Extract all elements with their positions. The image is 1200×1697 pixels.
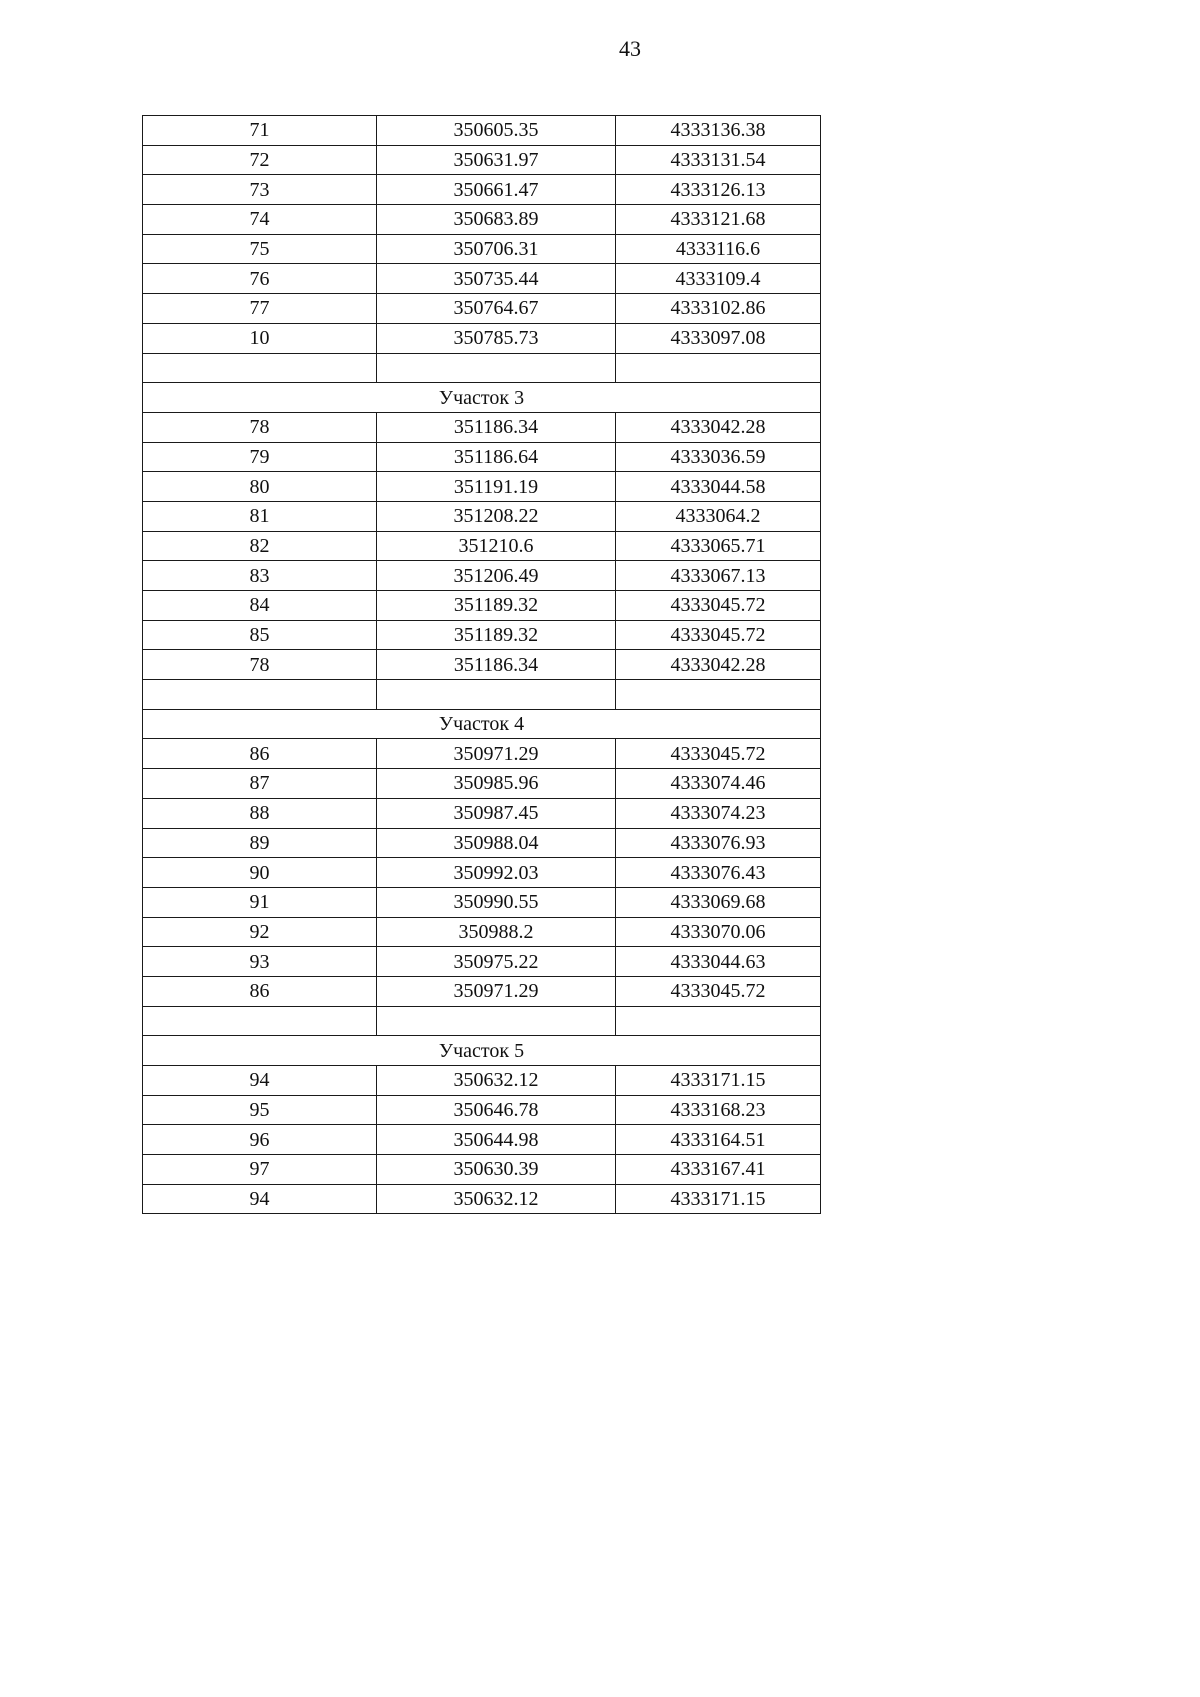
point-number-cell: 86 [143, 739, 377, 769]
x-coordinate-cell: 350990.55 [377, 887, 616, 917]
coordinates-table [142, 115, 821, 1214]
point-number-cell: 92 [143, 917, 377, 947]
x-coordinate-cell: 350988.04 [377, 828, 616, 858]
y-coordinate-cell: 4333042.28 [616, 412, 821, 442]
point-number-cell: 97 [143, 1155, 377, 1185]
point-number-cell: 93 [143, 947, 377, 977]
x-coordinate-cell: 350985.96 [377, 769, 616, 799]
section-header-row [143, 383, 821, 413]
point-number-cell: 73 [143, 175, 377, 205]
table-row [143, 442, 821, 472]
x-coordinate-cell: 350975.22 [377, 947, 616, 977]
y-coordinate-cell: 4333044.63 [616, 947, 821, 977]
point-number-cell: 75 [143, 234, 377, 264]
x-coordinate-cell: 350706.31 [377, 234, 616, 264]
table-row [143, 472, 821, 502]
x-coordinate-cell: 351206.49 [377, 561, 616, 591]
y-coordinate-cell: 4333069.68 [616, 887, 821, 917]
point-number-cell: 81 [143, 501, 377, 531]
x-coordinate-cell: 351186.34 [377, 412, 616, 442]
y-coordinate-cell: 4333045.72 [616, 739, 821, 769]
point-number-cell: 94 [143, 1066, 377, 1096]
y-coordinate-cell: 4333168.23 [616, 1095, 821, 1125]
x-coordinate-cell: 350661.47 [377, 175, 616, 205]
x-coordinate-cell: 350988.2 [377, 917, 616, 947]
point-number-cell: 83 [143, 561, 377, 591]
table-row [143, 650, 821, 680]
x-coordinate-cell: 350764.67 [377, 294, 616, 324]
point-number-cell: 82 [143, 531, 377, 561]
table-row [143, 1184, 821, 1214]
y-coordinate-cell: 4333167.41 [616, 1155, 821, 1185]
x-coordinate-cell: 351189.32 [377, 591, 616, 621]
empty-row [143, 353, 821, 383]
point-number-cell: 76 [143, 264, 377, 294]
point-number-cell: 72 [143, 145, 377, 175]
y-coordinate-cell: 4333116.6 [616, 234, 821, 264]
section-header-row [143, 709, 821, 739]
y-coordinate-cell: 4333076.43 [616, 858, 821, 888]
x-coordinate-cell [377, 680, 616, 710]
y-coordinate-cell: 4333076.93 [616, 828, 821, 858]
point-number-cell: 88 [143, 798, 377, 828]
x-coordinate-cell: 350971.29 [377, 739, 616, 769]
empty-row [143, 680, 821, 710]
section-title: Участок 3 [143, 383, 821, 413]
point-number-cell [143, 680, 377, 710]
y-coordinate-cell: 4333065.71 [616, 531, 821, 561]
table-row [143, 234, 821, 264]
point-number-cell: 84 [143, 591, 377, 621]
table-row [143, 205, 821, 235]
table-row [143, 1155, 821, 1185]
x-coordinate-cell: 350644.98 [377, 1125, 616, 1155]
x-coordinate-cell: 351186.34 [377, 650, 616, 680]
point-number-cell [143, 353, 377, 383]
table-row [143, 858, 821, 888]
point-number-cell: 89 [143, 828, 377, 858]
page-number: 43 [619, 36, 641, 61]
table-row [143, 976, 821, 1006]
y-coordinate-cell: 4333136.38 [616, 116, 821, 146]
x-coordinate-cell: 350632.12 [377, 1184, 616, 1214]
x-coordinate-cell: 350992.03 [377, 858, 616, 888]
table-row [143, 294, 821, 324]
y-coordinate-cell: 4333045.72 [616, 976, 821, 1006]
section-title: Участок 4 [143, 709, 821, 739]
point-number-cell: 87 [143, 769, 377, 799]
table-row [143, 591, 821, 621]
x-coordinate-cell: 351210.6 [377, 531, 616, 561]
table-row [143, 412, 821, 442]
point-number-cell: 10 [143, 323, 377, 353]
table-row [143, 887, 821, 917]
y-coordinate-cell: 4333097.08 [616, 323, 821, 353]
table-row [143, 1066, 821, 1096]
table-row [143, 1095, 821, 1125]
point-number-cell: 96 [143, 1125, 377, 1155]
point-number-cell: 80 [143, 472, 377, 502]
x-coordinate-cell [377, 1006, 616, 1036]
x-coordinate-cell [377, 353, 616, 383]
x-coordinate-cell: 350646.78 [377, 1095, 616, 1125]
table-row [143, 947, 821, 977]
x-coordinate-cell: 350987.45 [377, 798, 616, 828]
point-number-cell: 91 [143, 887, 377, 917]
table-row [143, 323, 821, 353]
point-number-cell: 86 [143, 976, 377, 1006]
table-row [143, 145, 821, 175]
y-coordinate-cell: 4333164.51 [616, 1125, 821, 1155]
table-row [143, 917, 821, 947]
x-coordinate-cell: 351189.32 [377, 620, 616, 650]
coordinates-table-body [143, 116, 821, 1214]
x-coordinate-cell: 350683.89 [377, 205, 616, 235]
x-coordinate-cell: 350971.29 [377, 976, 616, 1006]
point-number-cell: 71 [143, 116, 377, 146]
point-number-cell: 90 [143, 858, 377, 888]
table-row [143, 501, 821, 531]
point-number-cell: 74 [143, 205, 377, 235]
table-row [143, 739, 821, 769]
y-coordinate-cell: 4333074.46 [616, 769, 821, 799]
y-coordinate-cell: 4333131.54 [616, 145, 821, 175]
y-coordinate-cell [616, 1006, 821, 1036]
table-row [143, 828, 821, 858]
table-row [143, 798, 821, 828]
y-coordinate-cell: 4333074.23 [616, 798, 821, 828]
section-title: Участок 5 [143, 1036, 821, 1066]
x-coordinate-cell: 350605.35 [377, 116, 616, 146]
table-row [143, 264, 821, 294]
y-coordinate-cell: 4333102.86 [616, 294, 821, 324]
x-coordinate-cell: 351208.22 [377, 501, 616, 531]
point-number-cell: 85 [143, 620, 377, 650]
section-header-row [143, 1036, 821, 1066]
table-row [143, 561, 821, 591]
table-row [143, 1125, 821, 1155]
y-coordinate-cell [616, 353, 821, 383]
x-coordinate-cell: 350631.97 [377, 145, 616, 175]
y-coordinate-cell: 4333070.06 [616, 917, 821, 947]
point-number-cell: 77 [143, 294, 377, 324]
point-number-cell: 95 [143, 1095, 377, 1125]
y-coordinate-cell: 4333045.72 [616, 620, 821, 650]
y-coordinate-cell: 4333036.59 [616, 442, 821, 472]
x-coordinate-cell: 351191.19 [377, 472, 616, 502]
y-coordinate-cell: 4333067.13 [616, 561, 821, 591]
table-row [143, 175, 821, 205]
point-number-cell: 78 [143, 650, 377, 680]
y-coordinate-cell: 4333171.15 [616, 1184, 821, 1214]
y-coordinate-cell: 4333126.13 [616, 175, 821, 205]
x-coordinate-cell: 350735.44 [377, 264, 616, 294]
y-coordinate-cell [616, 680, 821, 710]
x-coordinate-cell: 350630.39 [377, 1155, 616, 1185]
y-coordinate-cell: 4333171.15 [616, 1066, 821, 1096]
y-coordinate-cell: 4333121.68 [616, 205, 821, 235]
x-coordinate-cell: 351186.64 [377, 442, 616, 472]
table-row [143, 769, 821, 799]
y-coordinate-cell: 4333042.28 [616, 650, 821, 680]
table-row [143, 620, 821, 650]
table-row [143, 116, 821, 146]
y-coordinate-cell: 4333044.58 [616, 472, 821, 502]
empty-row [143, 1006, 821, 1036]
point-number-cell: 79 [143, 442, 377, 472]
x-coordinate-cell: 350785.73 [377, 323, 616, 353]
x-coordinate-cell: 350632.12 [377, 1066, 616, 1096]
table-row [143, 531, 821, 561]
y-coordinate-cell: 4333064.2 [616, 501, 821, 531]
point-number-cell: 94 [143, 1184, 377, 1214]
y-coordinate-cell: 4333109.4 [616, 264, 821, 294]
point-number-cell: 78 [143, 412, 377, 442]
y-coordinate-cell: 4333045.72 [616, 591, 821, 621]
point-number-cell [143, 1006, 377, 1036]
